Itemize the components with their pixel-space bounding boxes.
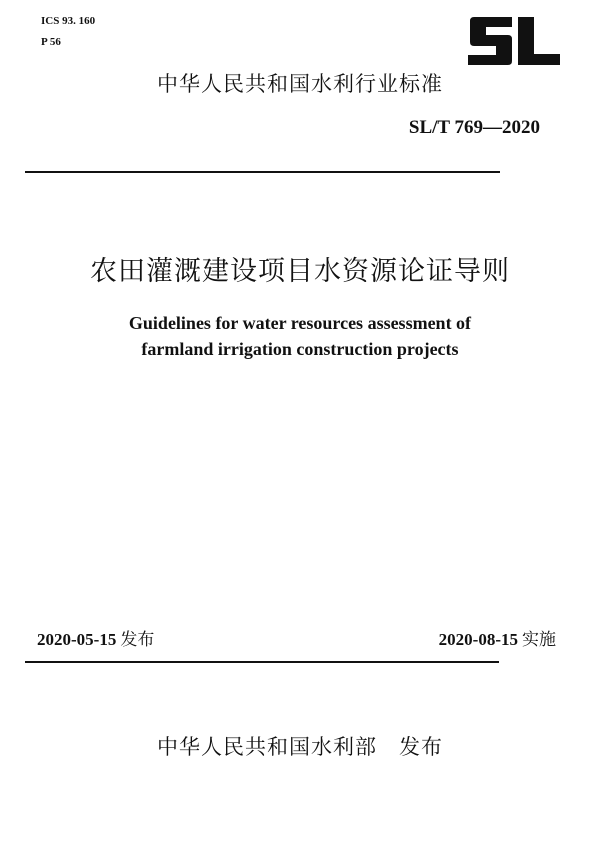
ics-code: ICS 93. 160: [41, 15, 96, 27]
publisher-line: [0, 733, 600, 761]
sl-logo: [466, 17, 561, 65]
implementation-date: 2020-08-15: [438, 630, 518, 649]
release-label: 发布: [120, 630, 155, 650]
publisher-name: 中华人民共和国水利部: [157, 735, 377, 759]
english-title: [0, 310, 600, 362]
release-info: [37, 629, 154, 651]
english-title-line2: farmland irrigation construction projects: [141, 339, 459, 359]
top-divider: [25, 171, 500, 173]
publish-label: 发布: [399, 735, 443, 759]
release-date: 2020-05-15: [37, 630, 117, 649]
bottom-divider: [25, 661, 499, 663]
industry-standard-heading: 中华人民共和国水利行业标准: [157, 72, 443, 96]
standard-number: SL/T 769—2020: [408, 117, 540, 138]
implementation-info: [439, 629, 556, 651]
english-title-line1: Guidelines for water resources assessment of: [128, 313, 472, 333]
implementation-label: 实施: [522, 630, 556, 650]
classification-code: P 56: [41, 36, 61, 48]
chinese-title: 农田灌溉建设项目水资源论证导则: [90, 256, 510, 287]
sl-logo-icon: [466, 17, 561, 65]
